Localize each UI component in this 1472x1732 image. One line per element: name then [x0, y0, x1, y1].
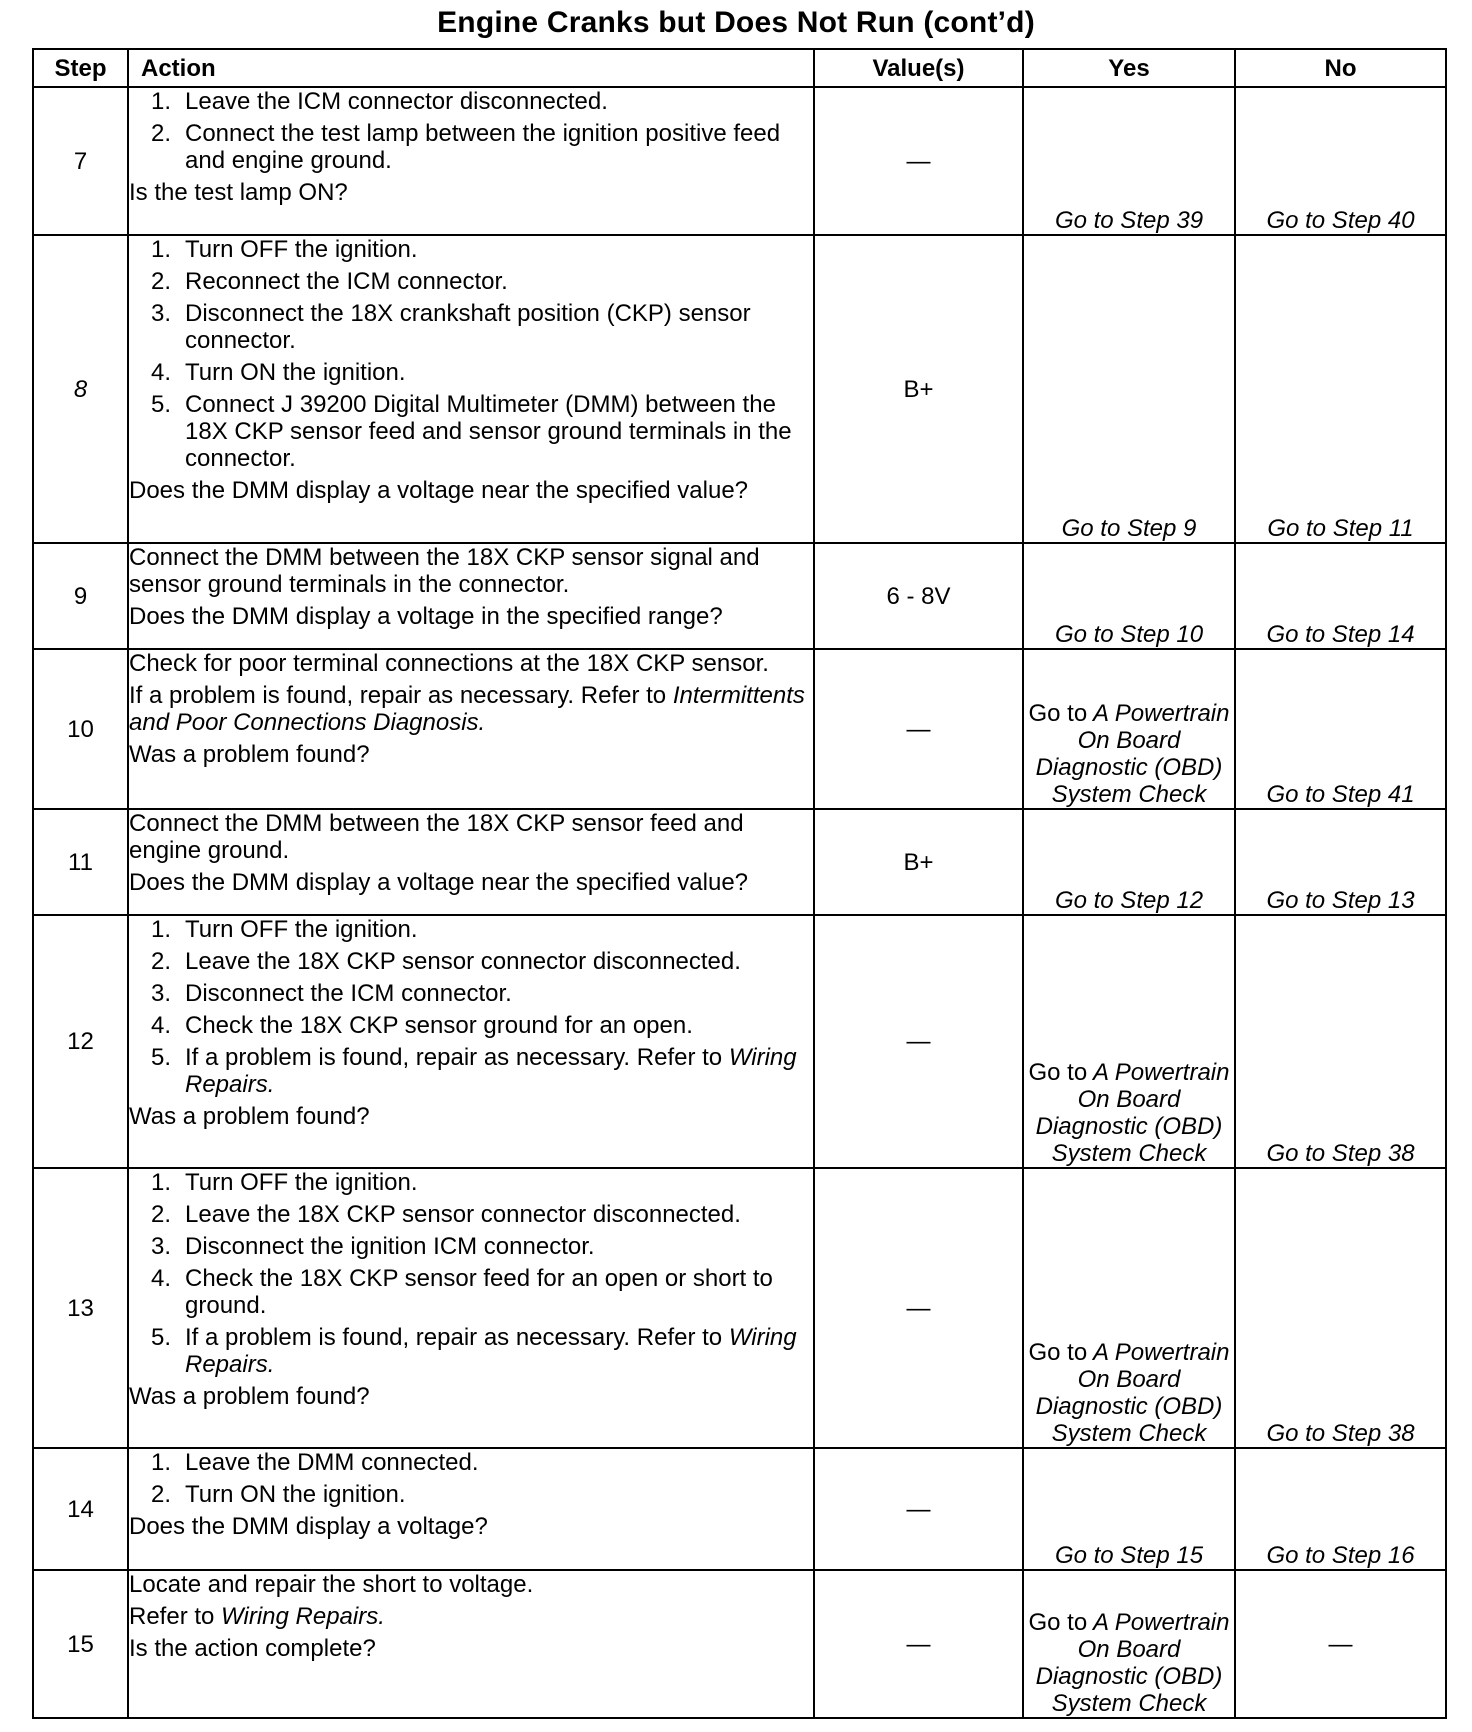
no-cell: Go to Step 38	[1235, 1168, 1446, 1448]
action-question: Does the DMM display a voltage?	[129, 1513, 488, 1540]
action-list	[129, 236, 813, 472]
action-cell	[128, 649, 814, 809]
no-cell: Go to Step 41	[1235, 649, 1446, 809]
obd-reference[interactable]: Go to A Powertrain On Board Diagnostic (OBD) System Check	[1028, 700, 1230, 808]
action-cell	[128, 1448, 814, 1570]
action-list	[129, 1449, 813, 1508]
table-row-step-11	[33, 809, 1446, 915]
action-item: 5. If a problem is found, repair as necessary. Refer to Wiring Repairs.	[151, 1324, 797, 1378]
action-item: 1. Leave the ICM connector disconnected.	[151, 88, 608, 115]
action-item: 1. Turn OFF the ignition.	[151, 916, 418, 943]
action-item: 4. Check the 18X CKP sensor feed for an open or short to ground.	[151, 1265, 773, 1319]
action-list	[129, 88, 813, 174]
action-item: 1. Turn OFF the ignition.	[151, 1169, 418, 1196]
no-cell: Go to Step 11	[1235, 235, 1446, 543]
no-cell: Go to Step 38	[1235, 915, 1446, 1168]
action-item: 3. Disconnect the ignition ICM connector.	[151, 1233, 595, 1260]
action-item: 5. If a problem is found, repair as necessary. Refer to Wiring Repairs.	[151, 1044, 797, 1098]
table-row-step-13	[33, 1168, 1446, 1448]
value-cell: B+	[814, 809, 1023, 915]
step-number: 9	[33, 543, 128, 649]
action-question: Does the DMM display a voltage in the specified range?	[129, 603, 723, 630]
yes-cell	[1023, 649, 1235, 809]
action-item: 2. Leave the 18X CKP sensor connector disconnected.	[151, 1201, 741, 1228]
action-item: 2. Connect the test lamp between the ignition positive feed and engine ground.	[151, 120, 781, 174]
step-number: 12	[33, 915, 128, 1168]
action-text: Connect the DMM between the 18X CKP sensor feed and engine ground.	[129, 810, 744, 864]
action-item: 2. Reconnect the ICM connector.	[151, 268, 508, 295]
table-row-step-14	[33, 1448, 1446, 1570]
action-cell	[128, 543, 814, 649]
table-row-step-10	[33, 649, 1446, 809]
yes-cell	[1023, 915, 1235, 1168]
action-question: Is the test lamp ON?	[129, 179, 348, 206]
action-question: Does the DMM display a voltage near the specified value?	[129, 477, 749, 504]
no-cell: —	[1235, 1570, 1446, 1718]
yes-cell: Go to Step 9	[1023, 235, 1235, 543]
action-text: If a problem is found, repair as necessary. Refer to Intermittents and Poor Connections Diagnosis.	[129, 682, 805, 736]
value-cell: —	[814, 649, 1023, 809]
action-question: Does the DMM display a voltage near the specified value?	[129, 869, 749, 896]
action-item: 3. Disconnect the 18X crankshaft position (CKP) sensor connector.	[151, 300, 751, 354]
action-list	[129, 916, 813, 1098]
step-number: 7	[33, 87, 128, 235]
column-header-step: Step	[33, 49, 128, 87]
action-question: Was a problem found?	[129, 1383, 370, 1410]
reference-link[interactable]: Wiring Repairs.	[185, 1044, 797, 1098]
value-cell: —	[814, 915, 1023, 1168]
yes-cell: Go to Step 12	[1023, 809, 1235, 915]
column-header-no: No	[1235, 49, 1446, 87]
yes-cell	[1023, 1570, 1235, 1718]
action-text: Locate and repair the short to voltage.	[129, 1571, 534, 1598]
action-text: Refer to Wiring Repairs.	[129, 1603, 385, 1630]
action-item: 2. Turn ON the ignition.	[151, 1481, 406, 1508]
action-cell	[128, 235, 814, 543]
step-number: 8	[33, 235, 128, 543]
action-item: 4. Check the 18X CKP sensor ground for an open.	[151, 1012, 693, 1039]
table-row-step-7	[33, 87, 1446, 235]
table-row-step-8	[33, 235, 1446, 543]
step-number: 10	[33, 649, 128, 809]
action-item: 4. Turn ON the ignition.	[151, 359, 406, 386]
reference-link[interactable]: Wiring Repairs.	[221, 1603, 385, 1630]
yes-cell: Go to Step 15	[1023, 1448, 1235, 1570]
table-row-step-12	[33, 915, 1446, 1168]
step-number: 15	[33, 1570, 128, 1718]
action-item: 1. Leave the DMM connected.	[151, 1449, 479, 1476]
action-question: Was a problem found?	[129, 741, 370, 768]
action-cell	[128, 1168, 814, 1448]
value-cell: 6 - 8V	[814, 543, 1023, 649]
action-list	[129, 1169, 813, 1378]
header-row	[33, 49, 1446, 87]
action-item: 2. Leave the 18X CKP sensor connector disconnected.	[151, 948, 741, 975]
value-cell: B+	[814, 235, 1023, 543]
no-cell: Go to Step 16	[1235, 1448, 1446, 1570]
obd-reference[interactable]: Go to A Powertrain On Board Diagnostic (OBD) System Check	[1028, 1059, 1230, 1167]
action-cell	[128, 1570, 814, 1718]
reference-link[interactable]: Wiring Repairs.	[185, 1324, 797, 1378]
obd-reference[interactable]: Go to A Powertrain On Board Diagnostic (OBD) System Check	[1028, 1609, 1230, 1717]
value-cell: —	[814, 1168, 1023, 1448]
reference-link[interactable]: Intermittents and Poor Connections Diagnosis.	[129, 682, 805, 736]
yes-cell: Go to Step 10	[1023, 543, 1235, 649]
yes-cell	[1023, 1168, 1235, 1448]
value-cell: —	[814, 1448, 1023, 1570]
table-row-step-9	[33, 543, 1446, 649]
action-item: 1. Turn OFF the ignition.	[151, 236, 418, 263]
no-cell: Go to Step 13	[1235, 809, 1446, 915]
no-cell: Go to Step 14	[1235, 543, 1446, 649]
action-cell	[128, 809, 814, 915]
action-cell	[128, 87, 814, 235]
action-text: Connect the DMM between the 18X CKP sensor signal and sensor ground terminals in the connector.	[129, 544, 760, 598]
step-number: 14	[33, 1448, 128, 1570]
value-cell: —	[814, 1570, 1023, 1718]
action-text: Check for poor terminal connections at the 18X CKP sensor.	[129, 650, 769, 677]
page-title: Engine Cranks but Does Not Run (cont’d)	[437, 6, 1035, 39]
no-cell: Go to Step 40	[1235, 87, 1446, 235]
column-header-values: Value(s)	[814, 49, 1023, 87]
value-cell: —	[814, 87, 1023, 235]
action-question: Was a problem found?	[129, 1103, 370, 1130]
step-number: 13	[33, 1168, 128, 1448]
action-question: Is the action complete?	[129, 1635, 376, 1662]
step-number: 11	[33, 809, 128, 915]
column-header-yes: Yes	[1023, 49, 1235, 87]
obd-reference[interactable]: Go to A Powertrain On Board Diagnostic (OBD) System Check	[1028, 1339, 1230, 1447]
table-row-step-15	[33, 1570, 1446, 1718]
action-item: 5. Connect J 39200 Digital Multimeter (DMM) between the 18X CKP sensor feed and sensor ground terminals in the connector.	[151, 391, 792, 472]
yes-cell: Go to Step 39	[1023, 87, 1235, 235]
column-header-action: Action	[128, 49, 814, 87]
diagnostic-table	[32, 48, 1447, 1719]
action-cell	[128, 915, 814, 1168]
action-item: 3. Disconnect the ICM connector.	[151, 980, 512, 1007]
